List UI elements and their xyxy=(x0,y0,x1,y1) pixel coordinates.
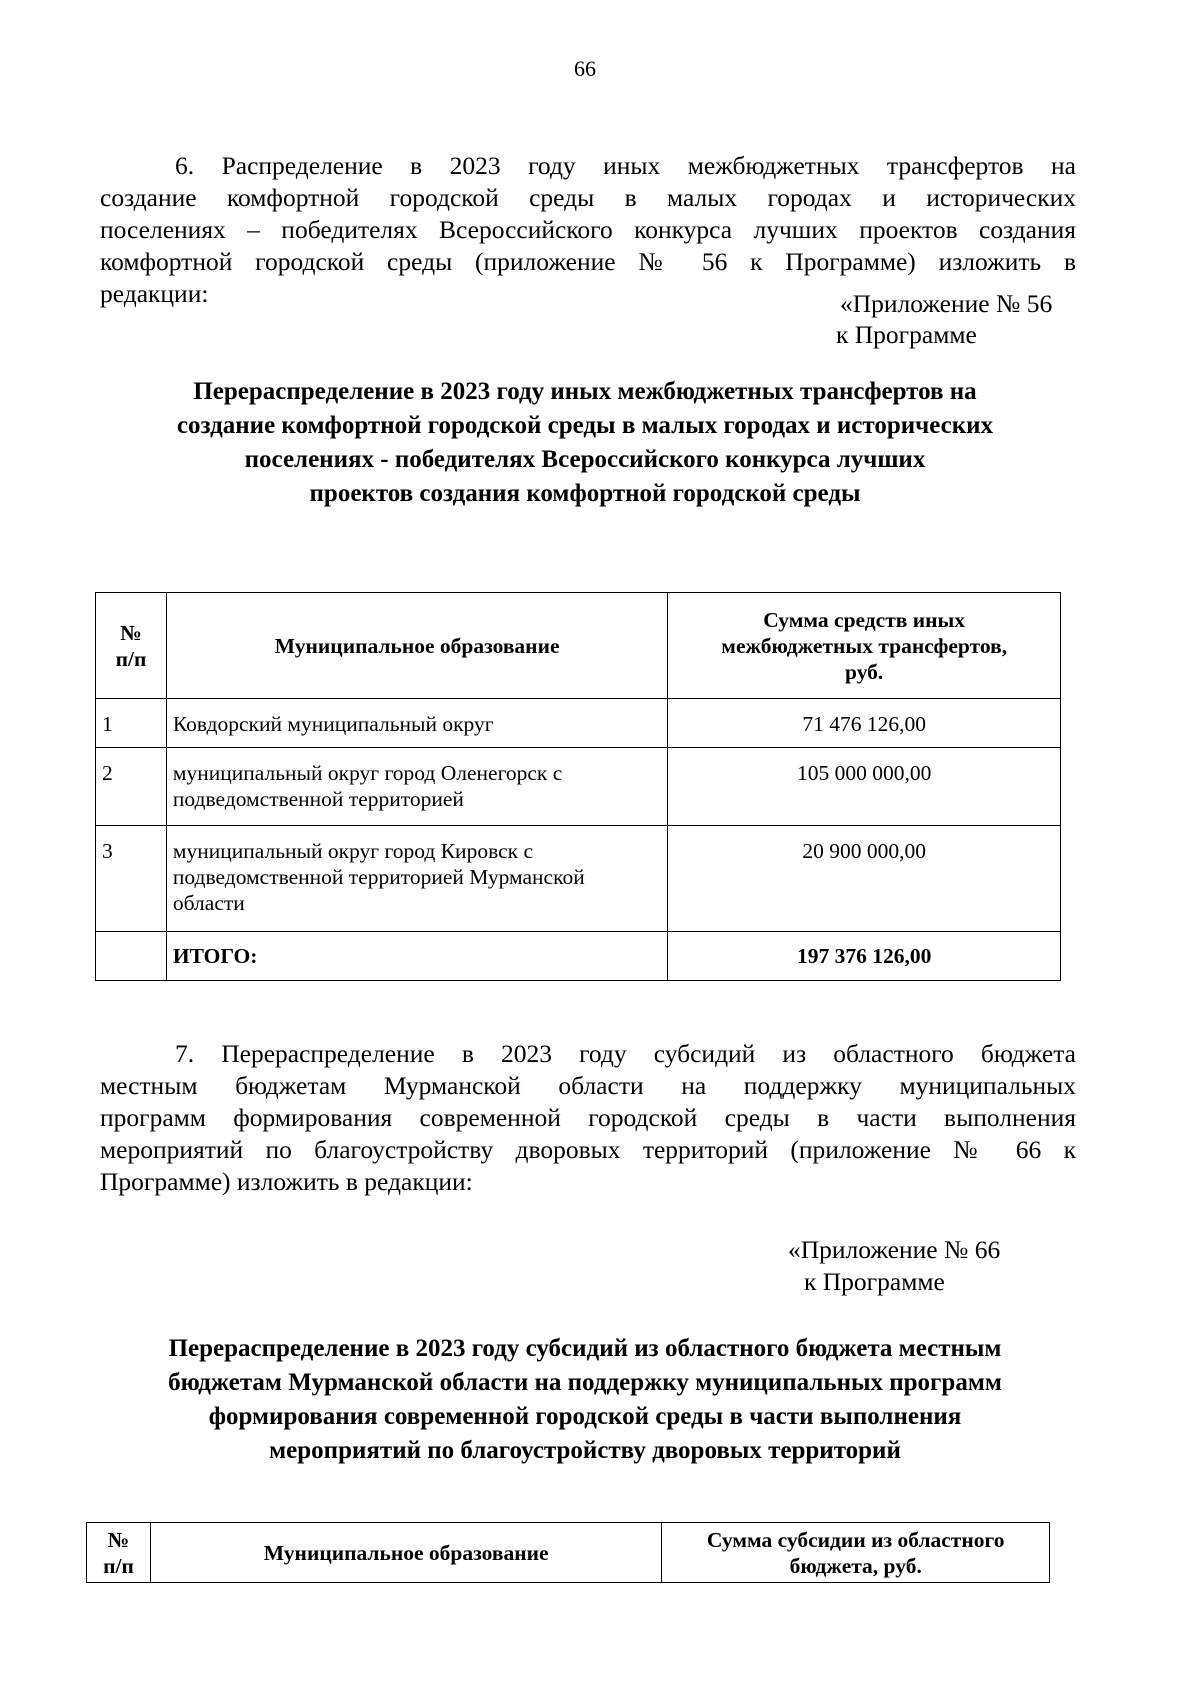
table-header-row xyxy=(96,593,1061,699)
row-municipality: Ковдорский муниципальный округ xyxy=(166,699,667,748)
heading-line: формирования современной городской среды в части выполнения xyxy=(208,1403,962,1430)
row-number: 2 xyxy=(96,748,167,826)
table-row xyxy=(96,748,1061,826)
paragraph-line: 7. Перераспределение в 2023 году субсидий из областного бюджета xyxy=(175,1039,1076,1068)
header-municipality: Муниципальное образование xyxy=(166,593,667,699)
appendix-66-program: к Программе xyxy=(804,1267,945,1296)
paragraph-line: комфортной городской среды (приложение № 56 к Программе) изложить в xyxy=(100,247,1076,276)
row-amount: 20 900 000,00 xyxy=(668,826,1061,932)
paragraph-line: программ формирования современной городской среды в части выполнения xyxy=(100,1103,1076,1132)
section-7-heading xyxy=(0,1332,1170,1468)
header-number: № п/п xyxy=(96,593,167,699)
heading-line: мероприятий по благоустройству дворовых территорий xyxy=(269,1437,901,1464)
table-header-row xyxy=(87,1523,1050,1583)
table-row xyxy=(96,699,1061,748)
heading-line: поселениях - победителях Всероссийского конкурса лучших xyxy=(244,446,926,473)
row-number: 3 xyxy=(96,826,167,932)
appendix-56-program: к Программе xyxy=(836,320,977,349)
heading-line: создание комфортной городской среды в малых городах и исторических xyxy=(176,412,994,439)
paragraph-line: местным бюджетам Мурманской области на поддержку муниципальных xyxy=(100,1071,1076,1100)
header-amount: Сумма средств иных межбюджетных трансфертов, руб. xyxy=(668,593,1061,699)
paragraph-line: редакции: xyxy=(100,279,209,308)
paragraph-line: Программе) изложить в редакции: xyxy=(100,1167,473,1196)
paragraph-line: мероприятий по благоустройству дворовых территорий (приложение № 66 к xyxy=(100,1135,1076,1164)
header-municipality: Муниципальное образование xyxy=(150,1523,661,1583)
appendix-56-label: «Приложение № 56 xyxy=(840,289,1053,318)
header-amount: Сумма субсидии из областного бюджета, руб. xyxy=(662,1523,1050,1583)
total-empty-cell xyxy=(96,932,167,981)
heading-line: бюджетам Мурманской области на поддержку муниципальных программ xyxy=(168,1369,1002,1396)
table-row xyxy=(96,826,1061,932)
heading-line: Перераспределение в 2023 году субсидий из областного бюджета местным xyxy=(168,1335,1002,1362)
total-label: ИТОГО: xyxy=(166,932,667,981)
heading-line: Перераспределение в 2023 году иных межбюджетных трансфертов на xyxy=(193,378,977,405)
section-6-paragraph xyxy=(100,150,1076,310)
subsidies-table xyxy=(86,1522,1050,1583)
paragraph-line: создание комфортной городской среды в малых городах и исторических xyxy=(100,183,1076,212)
row-amount: 71 476 126,00 xyxy=(668,699,1061,748)
section-7-paragraph xyxy=(100,1038,1076,1198)
table-total-row xyxy=(96,932,1061,981)
heading-line: проектов создания комфортной городской среды xyxy=(309,480,861,507)
paragraph-line: 6. Распределение в 2023 году иных межбюджетных трансфертов на xyxy=(175,151,1076,180)
row-amount: 105 000 000,00 xyxy=(668,748,1061,826)
row-municipality: муниципальный округ город Кировск с подведомственной территорией Мурманской области xyxy=(166,826,667,932)
paragraph-line: поселениях – победителях Всероссийского конкурса лучших проектов создания xyxy=(100,215,1076,244)
total-amount: 197 376 126,00 xyxy=(668,932,1061,981)
section-6-heading xyxy=(0,375,1170,511)
page-number: 66 xyxy=(574,56,596,81)
row-number: 1 xyxy=(96,699,167,748)
appendix-66-label: «Приложение № 66 xyxy=(788,1235,1001,1264)
header-number: № п/п xyxy=(87,1523,151,1583)
row-municipality: муниципальный округ город Оленегорск с подведомственной территорией xyxy=(166,748,667,826)
transfers-table xyxy=(95,592,1061,981)
